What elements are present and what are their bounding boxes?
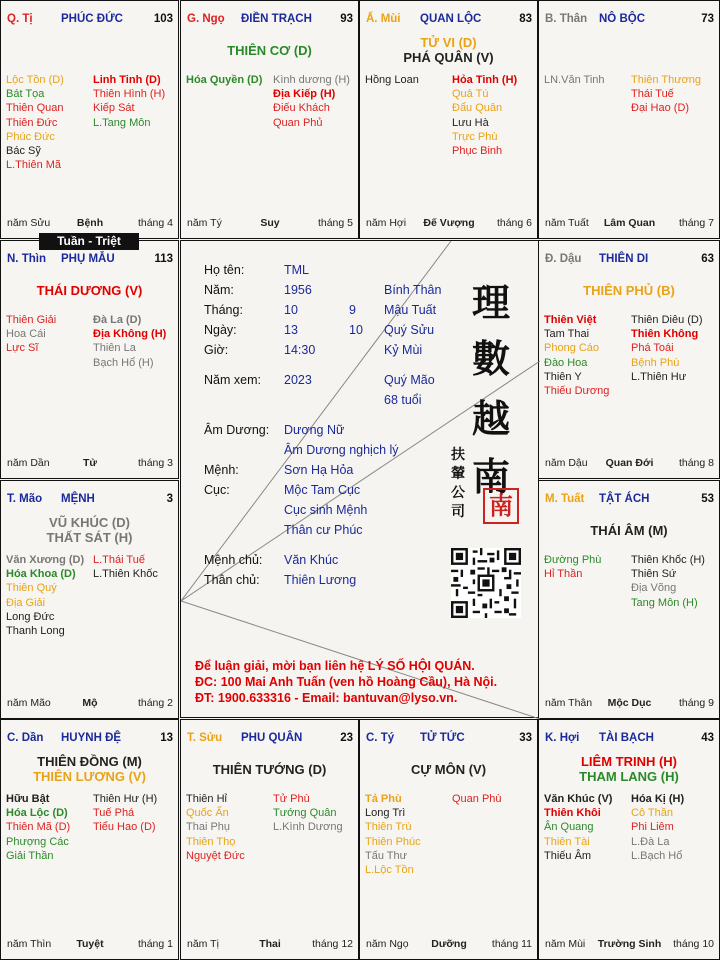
minor-star: Bác Sỹ — [6, 145, 41, 158]
minor-star: Đẩu Quân — [452, 102, 503, 115]
palace-position: N. Thìn — [7, 253, 46, 265]
main-star: VŨ KHÚC (D) — [49, 515, 130, 530]
palace-stage: Mộc Dục — [607, 697, 652, 709]
minor-stars-right — [631, 792, 684, 863]
minor-star: Phúc Đức — [6, 130, 55, 143]
minor-star: Giải Thần — [6, 849, 54, 862]
tuan-triet-badge: Tuần - Triệt — [39, 233, 139, 250]
minor-star: Thiếu Dương — [544, 385, 610, 398]
calligraphy-small-4: 司 — [451, 504, 465, 520]
minor-stars-left — [544, 792, 612, 863]
minor-star: Thiên Khôi — [544, 807, 601, 820]
palace-number: 53 — [701, 493, 714, 505]
minor-star: Hóa Lộc (D) — [6, 807, 68, 820]
label-ngay: Ngày: — [204, 323, 237, 337]
palace-footer — [7, 217, 173, 230]
palace-stage: Mộ — [82, 697, 98, 709]
palace-position: Đ. Dậu — [545, 253, 582, 265]
label-menh-chu: Mệnh chủ: — [204, 553, 263, 567]
palace-year: năm Dần — [7, 457, 50, 469]
palace-number: 73 — [701, 13, 714, 25]
palace-cell-ty — [359, 719, 538, 960]
palace-footer — [545, 697, 714, 710]
value-am-duong: Dương Nữ — [284, 423, 345, 437]
minor-stars-left — [365, 792, 421, 877]
minor-star: Phi Liêm — [631, 821, 674, 834]
palace-month: tháng 6 — [496, 217, 532, 229]
palace-name: NÔ BỘC — [599, 13, 645, 25]
palace-header — [7, 253, 173, 267]
minor-star: Trực Phù — [452, 130, 498, 143]
palace-stage: Trường Sinh — [597, 938, 662, 950]
minor-star: Thiên Đức — [6, 116, 58, 129]
palace-header — [7, 732, 173, 746]
value-ho-ten: TML — [284, 263, 309, 277]
minor-star: L.Thiên Khốc — [93, 568, 158, 581]
minor-star: Tam Thai — [544, 328, 590, 341]
palace-name: HUYNH ĐỆ — [61, 732, 122, 744]
minor-star: Thiên Diêu (D) — [631, 314, 703, 326]
palace-header — [7, 13, 173, 27]
minor-star: Quan Phủ — [273, 116, 323, 129]
minor-stars-left — [544, 553, 601, 581]
minor-star: Đà La (D) — [93, 314, 142, 326]
palace-year: năm Dậu — [545, 457, 588, 469]
palace-month: tháng 10 — [673, 938, 714, 950]
palace-footer — [7, 457, 173, 470]
calligraphy-char-3: 越 — [472, 396, 511, 441]
palace-cell-ti — [0, 0, 179, 239]
palace-position: M. Tuất — [545, 493, 585, 505]
minor-star: Điếu Khách — [273, 102, 330, 115]
value-cuc-2: Cục sinh Mệnh — [284, 503, 368, 517]
palace-year: năm Ngọ — [366, 938, 409, 950]
palace-month: tháng 3 — [137, 457, 173, 469]
seal-text: 南 — [489, 491, 513, 520]
palace-name: TỬ TỨC — [420, 732, 465, 744]
minor-star: Long Trì — [365, 807, 406, 820]
value-thang-can: Mậu Tuất — [384, 303, 437, 317]
main-star: PHÁ QUÂN (V) — [403, 50, 494, 65]
label-menh: Mệnh: — [204, 463, 239, 477]
minor-star: Bát Tọa — [6, 88, 45, 101]
palace-number: 3 — [166, 493, 173, 505]
minor-stars-right — [93, 792, 157, 835]
label-gio: Giờ: — [204, 343, 229, 357]
minor-star: L.Thái Tuế — [93, 554, 145, 566]
minor-star: Thiên Y — [544, 370, 582, 383]
palace-stage: Thai — [259, 938, 281, 950]
palace-footer — [545, 217, 714, 230]
minor-stars-right — [452, 792, 502, 806]
value-nam-xem-can: Quý Mão — [384, 373, 435, 387]
palace-month: tháng 5 — [317, 217, 353, 229]
main-star: TỬ VI (D) — [420, 35, 477, 50]
minor-star: Thiên Không — [631, 328, 699, 341]
value-thang: 10 — [284, 303, 298, 317]
palace-number: 63 — [701, 253, 714, 265]
minor-star: Quốc Ấn — [186, 807, 229, 820]
label-thang: Tháng: — [204, 303, 243, 317]
calligraphy-char-1: 理 — [472, 280, 511, 325]
minor-star: Thiên Trù — [365, 821, 412, 834]
minor-star: Ân Quang — [544, 821, 594, 834]
palace-footer — [7, 938, 173, 951]
minor-star: Thiên Sứ — [631, 568, 677, 581]
minor-star: Phục Binh — [452, 145, 503, 158]
palace-stage: Bệnh — [76, 217, 104, 229]
palace-cell-hoi — [538, 719, 720, 960]
minor-star: Thiên Hình (H) — [93, 88, 166, 101]
red-seal — [483, 488, 519, 524]
palace-position: T. Mão — [7, 493, 43, 505]
minor-stars-right — [273, 73, 350, 130]
palace-year: năm Tý — [187, 217, 222, 229]
minor-stars-left — [544, 313, 609, 398]
palace-month: tháng 11 — [491, 938, 532, 950]
palace-footer — [366, 217, 532, 230]
minor-star: L.Lộc Tồn — [365, 864, 414, 877]
minor-star: Thiên Thọ — [186, 835, 236, 848]
palace-number: 33 — [519, 732, 532, 744]
main-star: THIÊN PHỦ (B) — [583, 283, 675, 298]
main-star: CỰ MÔN (V) — [410, 762, 487, 777]
palace-year: năm Thân — [545, 697, 593, 709]
minor-star: Thiên La — [93, 342, 136, 355]
calligraphy-small-3: 公 — [451, 485, 465, 501]
minor-star: Hỉ Thần — [544, 568, 583, 581]
palace-cell-tuat — [538, 480, 720, 719]
minor-stars-left — [6, 553, 84, 638]
palace-position: T. Sửu — [187, 732, 223, 744]
minor-star: Hỏa Tinh (H) — [452, 74, 518, 86]
palace-position: C. Dần — [7, 732, 44, 744]
palace-name: PHÚC ĐỨC — [61, 13, 123, 25]
minor-star: Địa Giải — [6, 596, 46, 609]
palace-name: ĐIỀN TRẠCH — [241, 13, 312, 25]
value-gio: 14:30 — [284, 343, 316, 357]
minor-stars-right — [631, 553, 705, 610]
minor-star: Thiên Khốc (H) — [631, 554, 705, 566]
minor-stars-right — [631, 73, 701, 116]
palace-header — [187, 732, 353, 746]
minor-stars-left — [6, 73, 64, 172]
label-ho-ten: Họ tên: — [204, 263, 245, 277]
main-star: THIÊN CƠ (D) — [227, 43, 312, 58]
palace-year: năm Hợi — [366, 217, 407, 229]
minor-star: Văn Khúc (V) — [544, 793, 613, 805]
palace-month: tháng 9 — [678, 697, 714, 709]
palace-number: 23 — [340, 732, 353, 744]
contact-line-1: Để luận giải, mời bạn liên hệ LÝ SỐ HỘI QUÁN. — [195, 659, 475, 673]
minor-star: Cô Thần — [631, 807, 673, 820]
palace-year: năm Mùi — [545, 938, 586, 950]
palace-header — [545, 253, 714, 267]
palace-cell-dan — [0, 719, 179, 960]
palace-footer — [545, 938, 714, 951]
palace-stage: Suy — [260, 217, 280, 229]
palace-header — [187, 13, 353, 27]
palace-month: tháng 12 — [312, 938, 353, 950]
value-menh: Sơn Hạ Hỏa — [284, 463, 354, 477]
label-nam: Năm: — [204, 283, 234, 297]
minor-star: Phá Toái — [631, 342, 674, 355]
palace-number: 113 — [154, 253, 173, 265]
minor-star: Thiên Giải — [6, 314, 57, 326]
minor-star: Thiên Thương — [631, 74, 702, 86]
minor-stars-left — [186, 792, 245, 863]
minor-stars-right — [273, 792, 343, 835]
minor-star: Tuế Phá — [93, 807, 135, 820]
calligraphy-small-2: 輦 — [451, 466, 465, 482]
palace-number: 93 — [340, 13, 353, 25]
value-cuc: Mộc Tam Cục — [284, 483, 361, 497]
minor-stars-right — [93, 313, 166, 370]
minor-stars-right — [93, 553, 158, 581]
palace-position: B. Thân — [545, 13, 588, 25]
main-star: THÁI ÂM (M) — [590, 523, 668, 538]
minor-star: Thiên Quý — [6, 582, 57, 595]
label-nam-xem: Năm xem: — [204, 373, 261, 387]
palace-month: tháng 7 — [678, 217, 714, 229]
palace-header — [7, 493, 173, 507]
palace-number: 103 — [153, 13, 173, 25]
minor-stars-left — [6, 792, 70, 863]
minor-stars-right — [452, 73, 517, 158]
palace-year: năm Thìn — [7, 938, 52, 950]
minor-star: Tướng Quân — [273, 807, 337, 820]
palace-year: năm Sửu — [7, 217, 51, 229]
minor-stars-left — [6, 313, 56, 356]
palace-position: C. Tý — [366, 732, 395, 744]
palace-cell-mao — [0, 480, 179, 719]
label-am-duong: Âm Dương: — [204, 423, 270, 437]
minor-star: Bạch Hổ (H) — [93, 356, 154, 369]
value-nam-can: Bính Thân — [384, 283, 442, 297]
palace-year: năm Tuất — [545, 217, 589, 229]
label-than-chu: Thân chủ: — [204, 573, 260, 587]
minor-star: Quan Phù — [452, 793, 502, 805]
minor-star: Linh Tinh (D) — [93, 74, 161, 86]
palace-cell-thin — [0, 240, 179, 479]
minor-stars-left — [186, 73, 262, 87]
palace-name: THIÊN DI — [599, 253, 649, 265]
value-nam: 1956 — [284, 283, 312, 297]
minor-star: Phong Cáo — [544, 342, 600, 355]
palace-stage: Tuyệt — [76, 938, 104, 950]
minor-star: Kiếp Sát — [93, 102, 135, 115]
main-star: THIÊN TƯỚNG (D) — [212, 762, 327, 777]
palace-footer — [7, 697, 173, 710]
minor-stars-left — [365, 73, 419, 87]
main-star: THẤT SÁT (H) — [46, 530, 133, 545]
minor-star: Thai Phụ — [186, 821, 231, 834]
minor-star: Địa Võng — [631, 582, 677, 595]
minor-star: L.Thiên Hư — [631, 370, 687, 383]
minor-star: L.Tang Môn — [93, 116, 151, 129]
palace-position: Q. Tị — [7, 13, 33, 25]
minor-star: Thiên Tài — [544, 835, 590, 848]
minor-star: Tử Phù — [273, 793, 310, 805]
palace-header — [366, 732, 532, 746]
minor-star: Tả Phù — [365, 793, 402, 805]
palace-header — [545, 13, 714, 27]
minor-star: Đào Hoa — [544, 356, 588, 369]
minor-star: Lộc Tồn (D) — [6, 74, 64, 86]
minor-star: Thiếu Âm — [544, 849, 592, 862]
value-ngay-am: 10 — [349, 323, 363, 337]
palace-stage: Quan Đới — [605, 457, 654, 469]
palace-month: tháng 8 — [678, 457, 714, 469]
palace-cell-suu — [180, 719, 359, 960]
palace-cell-ngo — [180, 0, 359, 239]
palace-month: tháng 2 — [137, 697, 173, 709]
value-am-duong-2: Âm Dương nghịch lý — [284, 443, 399, 457]
palace-month: tháng 4 — [137, 217, 173, 229]
palace-footer — [187, 938, 353, 951]
minor-star: Hóa Khoa (D) — [6, 568, 76, 581]
minor-star: Thiên Hư (H) — [93, 793, 158, 805]
palace-position: G. Ngọ — [187, 13, 225, 25]
minor-star: Thiên Quan — [6, 102, 64, 115]
palace-footer — [545, 457, 714, 470]
palace-name: QUAN LỘC — [420, 13, 482, 25]
minor-star: Tấu Thư — [365, 849, 408, 862]
minor-star: Thiên Việt — [544, 314, 597, 326]
value-tuoi: 68 tuổi — [384, 393, 422, 407]
minor-star: L.Bạch Hổ — [631, 849, 683, 862]
calligraphy-char-2: 數 — [472, 336, 511, 381]
palace-name: PHỤ MẪU — [61, 253, 115, 265]
palace-name: TÀI BẠCH — [599, 732, 654, 744]
value-menh-chu: Văn Khúc — [284, 553, 339, 567]
palace-footer — [366, 938, 532, 951]
palace-position: K. Hợi — [545, 732, 580, 744]
palace-name: MỆNH — [61, 493, 95, 505]
main-star: LIÊM TRINH (H) — [580, 754, 678, 769]
palace-year: năm Tị — [187, 938, 219, 950]
minor-star: Hóa Quyền (D) — [186, 74, 263, 86]
palace-header — [545, 493, 714, 507]
minor-star: Lưu Hà — [452, 116, 489, 129]
value-ngay-can: Quý Sửu — [384, 323, 435, 337]
minor-star: Bệnh Phù — [631, 356, 680, 369]
calligraphy-small-1: 扶 — [451, 447, 465, 463]
palace-number: 83 — [519, 13, 532, 25]
minor-star: Lực Sĩ — [6, 342, 39, 355]
minor-star: Thái Tuế — [631, 88, 674, 101]
minor-stars-left — [544, 73, 605, 87]
minor-star: LN.Văn Tinh — [544, 74, 605, 86]
value-gio-can: Kỷ Mùi — [384, 343, 423, 357]
minor-star: Đại Hao (D) — [631, 102, 690, 115]
palace-stage: Lâm Quan — [603, 217, 656, 229]
minor-star: Nguyệt Đức — [186, 849, 245, 862]
minor-star: Tang Môn (H) — [631, 596, 698, 609]
palace-year: năm Mão — [7, 697, 51, 709]
value-thang-am: 9 — [349, 303, 356, 317]
value-ngay: 13 — [284, 323, 298, 337]
palace-cell-than_cell — [538, 0, 720, 239]
minor-star: Quả Tú — [452, 88, 489, 101]
minor-star: Tiểu Hao (D) — [93, 821, 156, 834]
palace-cell-dau — [538, 240, 720, 479]
palace-number: 13 — [160, 732, 173, 744]
minor-star: Thiên Phúc — [365, 835, 421, 848]
palace-stage: Đế Vượng — [423, 217, 475, 229]
palace-number: 43 — [701, 732, 714, 744]
contact-address: ĐC: 100 Mai Anh Tuấn (ven hồ Hoàng Cầu), Hà Nội. — [195, 675, 498, 689]
palace-name: TẬT ÁCH — [599, 493, 650, 505]
minor-star: Thiên Mã (D) — [6, 821, 71, 834]
palace-name: PHU QUÂN — [241, 732, 303, 744]
palace-footer — [187, 217, 353, 230]
minor-star: Địa Kiếp (H) — [273, 88, 336, 101]
value-cuc-3: Thân cư Phúc — [284, 523, 363, 537]
main-star: THIÊN ĐỒNG (M) — [37, 754, 142, 769]
minor-star: Phượng Các — [6, 835, 69, 848]
minor-star: Thiên Hỉ — [186, 793, 227, 805]
palace-stage: Tử — [82, 457, 98, 469]
qr-code-icon — [451, 548, 521, 618]
minor-star: Đường Phù — [544, 554, 602, 566]
main-star: THIÊN LƯƠNG (V) — [33, 769, 146, 784]
minor-stars-right — [631, 313, 703, 384]
minor-star: Hóa Kị (H) — [631, 793, 685, 805]
value-than-chu: Thiên Lương — [284, 573, 357, 587]
main-star: THAM LANG (H) — [579, 769, 679, 784]
minor-star: Thanh Long — [6, 625, 65, 638]
minor-star: Hoa Cái — [6, 328, 46, 341]
palace-month: tháng 1 — [137, 938, 173, 950]
palace-cell-mui — [359, 0, 538, 239]
calligraphy-char-4: 南 — [472, 454, 511, 499]
minor-star: Long Đức — [6, 610, 55, 623]
minor-star: Địa Không (H) — [93, 328, 167, 341]
palace-stage: Dưỡng — [431, 938, 467, 950]
contact-phone-email: ĐT: 1900.633316 - Email: bantuvan@lyso.vn. — [195, 691, 458, 705]
minor-star: L.Đà La — [631, 835, 670, 848]
minor-star: L.Kình Dương — [273, 821, 343, 834]
label-cuc: Cục: — [204, 483, 230, 497]
main-star: THÁI DƯƠNG (V) — [36, 283, 143, 298]
minor-star: Hữu Bật — [6, 793, 50, 805]
minor-star: Hồng Loan — [365, 74, 419, 86]
minor-stars-right — [93, 73, 165, 130]
palace-header — [366, 13, 532, 27]
minor-star: L.Thiên Mã — [6, 159, 62, 172]
minor-star: Văn Xương (D) — [6, 554, 85, 566]
palace-header — [545, 732, 714, 746]
value-nam-xem: 2023 — [284, 373, 312, 387]
palace-position: Ấ. Mùi — [366, 13, 401, 25]
minor-star: Kình dương (H) — [273, 74, 350, 86]
